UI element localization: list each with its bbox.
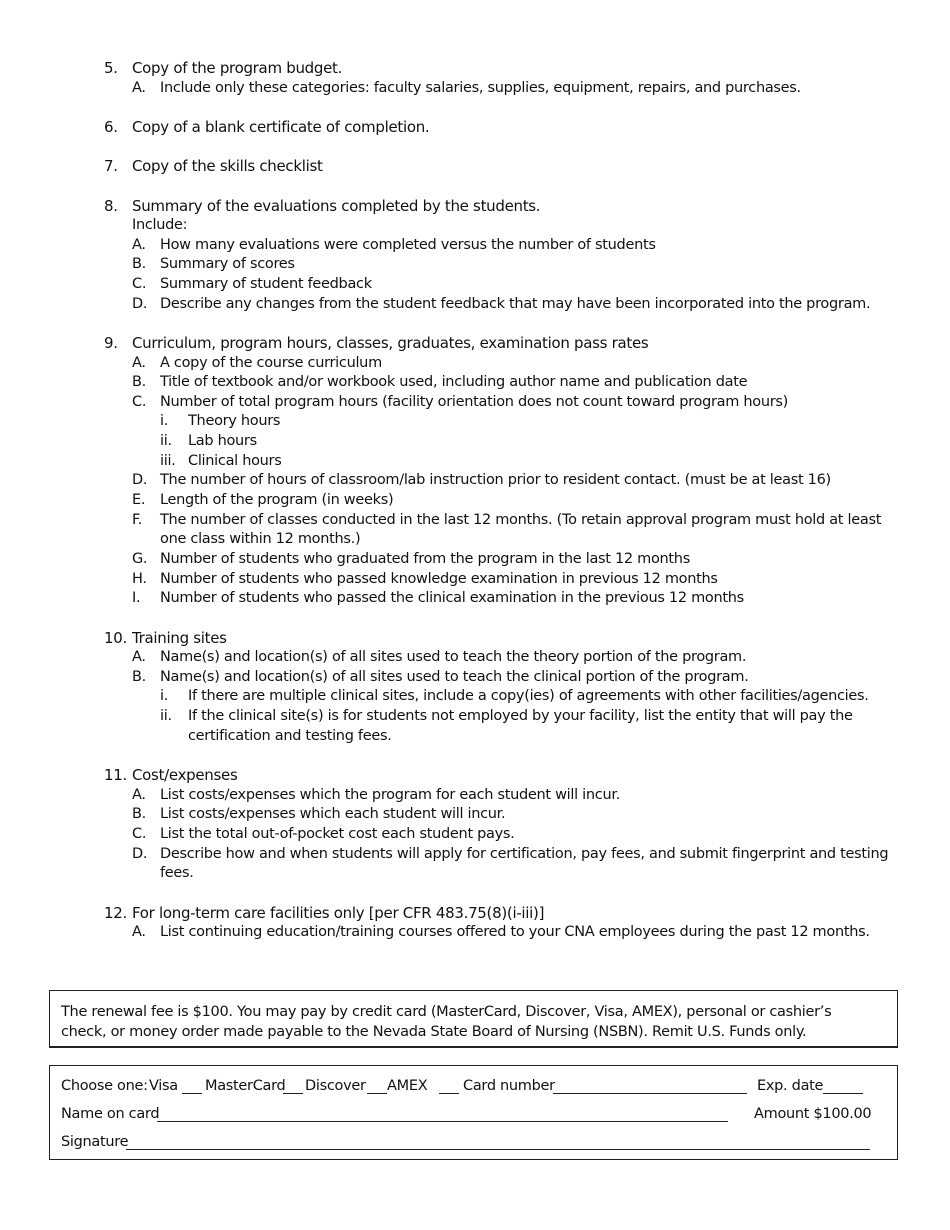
sub-marker: A. [132,80,146,96]
sub-marker: B. [132,806,146,822]
item-title: Summary of the evaluations completed by the students. [132,197,541,215]
sub-item: List costs/expenses which each student will incur. [160,806,506,822]
sub-item: A copy of the course curriculum [160,355,382,371]
sub-item: Name(s) and location(s) of all sites used to teach the theory portion of the program. [160,649,747,665]
sub-item: Number of students who passed knowledge examination in previous 12 months [160,571,718,587]
item-number: 11. [104,766,127,784]
sub-marker: B. [132,256,146,272]
item-title: Copy of the program budget. [132,59,343,77]
sub-sub-item: If there are multiple clinical sites, include a copy(ies) of agreements with other facilities/agencies. [188,688,869,704]
sub-marker: B. [132,669,146,685]
amount-text: Amount $100.00 [754,1106,872,1122]
sub-item: Include only these categories: faculty salaries, supplies, equipment, repairs, and purchases. [160,80,801,96]
exp-date-input[interactable] [823,1079,863,1094]
sub-item-continued: fees. [160,865,194,881]
roman-marker: ii. [160,433,172,449]
roman-marker: i. [160,413,169,429]
mastercard-blank[interactable] [283,1079,303,1094]
sub-marker: E. [132,492,146,508]
name-on-card-input[interactable] [157,1107,728,1122]
discover-label: Discover [305,1078,366,1094]
sub-marker: C. [132,394,147,410]
exp-date-label: Exp. date [757,1078,824,1094]
visa-label: Visa [149,1078,178,1094]
sub-marker: C. [132,826,147,842]
sub-item: Number of total program hours (facility orientation does not count toward program hours) [160,394,788,410]
discover-blank[interactable] [367,1079,387,1094]
include-label: Include: [132,217,188,233]
sub-marker: F. [132,512,143,528]
renewal-fee-line-2: check, or money order made payable to the Nevada State Board of Nursing (NSBN). Remit U.S. Funds only. [61,1023,807,1040]
sub-marker: A. [132,924,146,940]
sub-marker: H. [132,571,147,587]
sub-item: Summary of scores [160,256,295,272]
item-title: Copy of the skills checklist [132,157,323,175]
sub-sub-item: Clinical hours [188,453,282,469]
signature-label: Signature [61,1134,129,1150]
item-title: Copy of a blank certificate of completion. [132,118,430,136]
item-number: 6. [104,118,118,136]
card-number-label: Card number [463,1078,555,1094]
sub-item: Number of students who passed the clinical examination in the previous 12 months [160,590,744,606]
roman-marker: i. [160,688,169,704]
sub-marker: G. [132,551,148,567]
roman-marker: iii. [160,453,176,469]
item-number: 8. [104,197,118,215]
sub-sub-item: Lab hours [188,433,257,449]
sub-marker: D. [132,846,148,862]
sub-marker: A. [132,237,146,253]
sub-item: Name(s) and location(s) of all sites used to teach the clinical portion of the program. [160,669,749,685]
sub-sub-item: Theory hours [188,413,281,429]
sub-item: Length of the program (in weeks) [160,492,394,508]
sub-item: Number of students who graduated from the program in the last 12 months [160,551,690,567]
sub-item: Title of textbook and/or workbook used, including author name and publication date [160,374,748,390]
sub-marker: D. [132,472,148,488]
amex-blank[interactable] [439,1079,459,1094]
sub-marker: B. [132,374,146,390]
sub-marker: I. [132,590,141,606]
name-on-card-label: Name on card [61,1106,160,1122]
renewal-fee-box [49,990,898,1048]
item-number: 5. [104,59,118,77]
sub-item: List continuing education/training courses offered to your CNA employees during the past 12 months. [160,924,870,940]
sub-marker: D. [132,296,148,312]
mastercard-label: MasterCard [205,1078,286,1094]
item-title: Training sites [132,629,227,647]
sub-sub-item: If the clinical site(s) is for students not employed by your facility, list the entity that will pay the [188,708,853,724]
sub-item: List costs/expenses which the program for each student will incur. [160,787,620,803]
sub-marker: C. [132,276,147,292]
sub-item: The number of hours of classroom/lab instruction prior to resident contact. (must be at least 16) [160,472,831,488]
signature-line[interactable] [126,1135,870,1150]
card-number-input[interactable] [553,1079,747,1094]
visa-blank[interactable] [182,1079,202,1094]
sub-item: The number of classes conducted in the last 12 months. (To retain approval program must hold at least [160,512,882,528]
sub-marker: A. [132,649,146,665]
renewal-fee-line-1: The renewal fee is $100. You may pay by credit card (MasterCard, Discover, Visa, AMEX), personal or cashier’s [61,1004,832,1020]
payment-form [49,1065,898,1160]
sub-marker: A. [132,355,146,371]
sub-item: List the total out-of-pocket cost each student pays. [160,826,515,842]
sub-item: Summary of student feedback [160,276,372,292]
sub-marker: A. [132,787,146,803]
item-number: 9. [104,334,118,352]
sub-item-continued: one class within 12 months.) [160,531,361,547]
item-title: Cost/expenses [132,766,238,784]
item-title: For long-term care facilities only [per CFR 483.75(8)(i-iii)] [132,904,545,922]
sub-sub-item-continued: certification and testing fees. [188,728,392,744]
item-number: 10. [104,629,127,647]
amex-label: AMEX [387,1078,428,1094]
sub-item: Describe how and when students will apply for certification, pay fees, and submit fingerprint and testing [160,846,889,862]
roman-marker: ii. [160,708,172,724]
item-number: 7. [104,157,118,175]
item-number: 12. [104,904,127,922]
choose-one-label: Choose one: [61,1078,148,1094]
sub-item: Describe any changes from the student feedback that may have been incorporated into the program. [160,296,871,312]
sub-item: How many evaluations were completed versus the number of students [160,237,656,253]
renewal-fee-text [61,1003,881,1042]
item-title: Curriculum, program hours, classes, graduates, examination pass rates [132,334,649,352]
